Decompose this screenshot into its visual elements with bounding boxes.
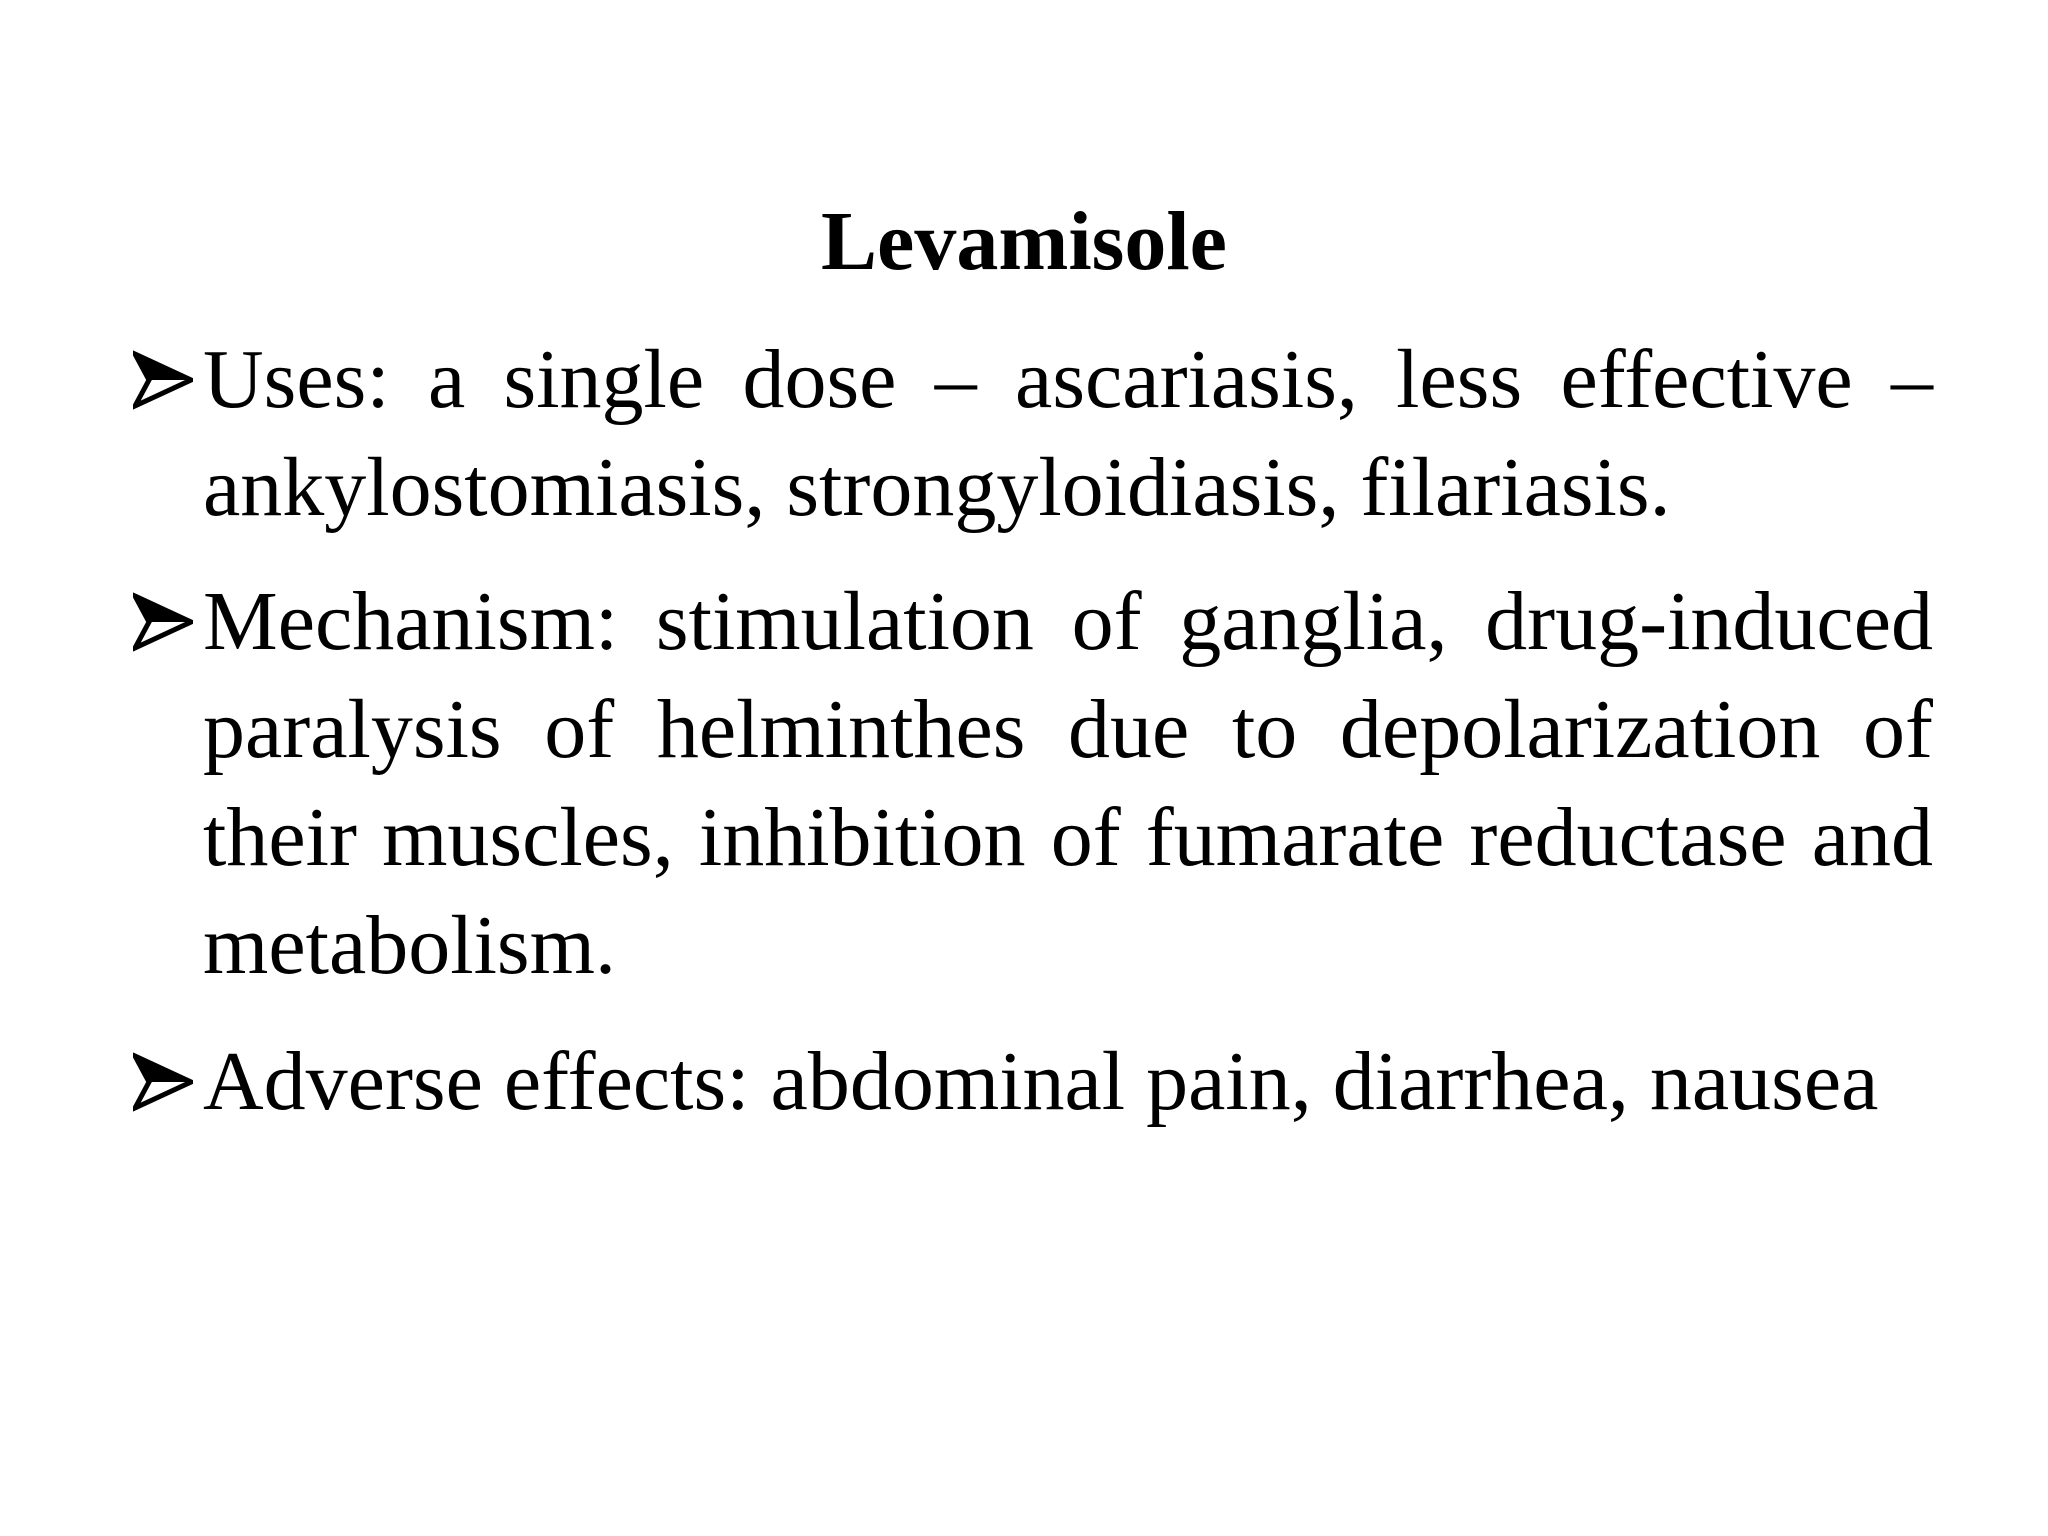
- bullet-text: Mechanism: stimulation of ganglia, drug-induced paralysis of helminthes due to depolarization of their muscles, inhibition of fumarate reductase and metabolism.: [203, 575, 1933, 992]
- bullet-item-mechanism: [133, 568, 1933, 1000]
- bullet-item-adverse-effects: [133, 1028, 1933, 1136]
- bullet-text: Uses: a single dose – ascariasis, less effective – ankylostomiasis, strongyloidiasis, filariasis.: [203, 333, 1933, 534]
- bullet-text: Adverse effects: abdominal pain, diarrhea, nausea: [203, 1035, 1879, 1128]
- slide-title: Levamisole: [821, 195, 1227, 288]
- arrowhead-bullet-icon: [133, 350, 193, 410]
- arrowhead-bullet-icon: [133, 1052, 193, 1112]
- arrowhead-bullet-icon: [133, 592, 193, 652]
- bullet-list: [133, 326, 1933, 1164]
- bullet-item-uses: [133, 326, 1933, 542]
